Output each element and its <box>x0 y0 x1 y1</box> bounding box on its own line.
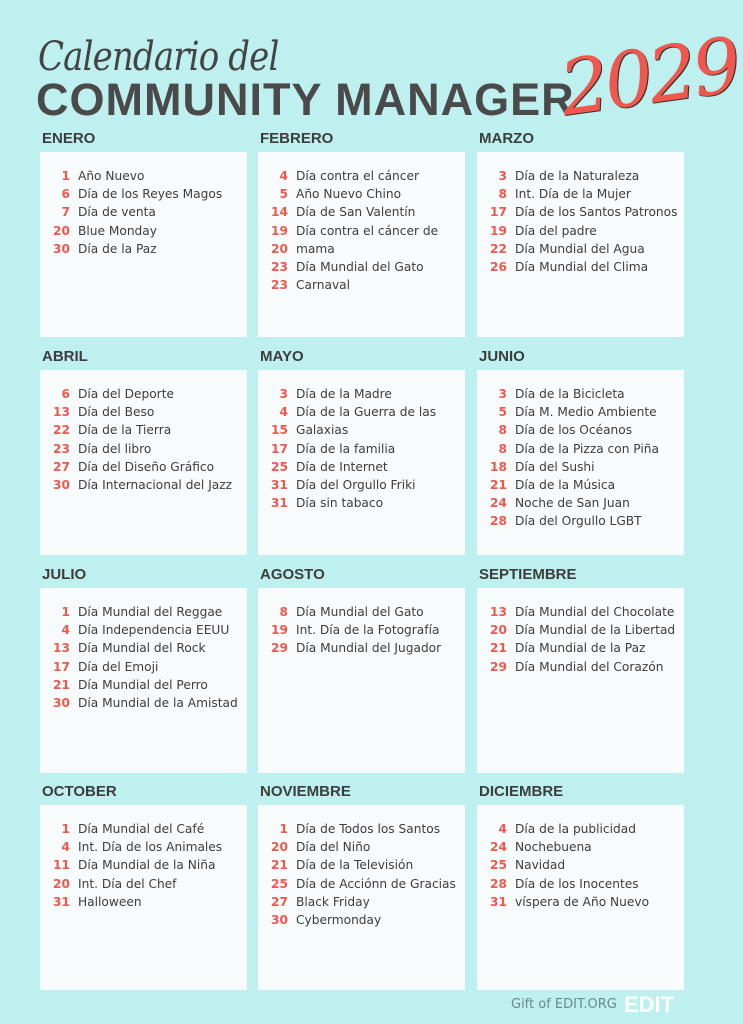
event-day: 17 <box>53 659 70 674</box>
event-item <box>266 856 461 874</box>
event-item <box>266 603 461 621</box>
event-text: Día del Sushi <box>515 459 595 474</box>
event-text: Int. Día del Chef <box>78 876 177 891</box>
event-item <box>48 440 243 458</box>
event-text: Día del Orgullo Friki <box>296 478 416 493</box>
event-text: Navidad <box>515 858 566 873</box>
event-text: Día de la Tierra <box>78 423 172 438</box>
event-day: 23 <box>271 260 288 275</box>
event-item <box>485 440 680 458</box>
event-day: 30 <box>271 913 288 928</box>
event-item <box>485 421 680 439</box>
event-text: Día M. Medio Ambiente <box>515 405 657 420</box>
event-item <box>485 820 680 838</box>
event-item <box>485 258 680 276</box>
month-name: AGOSTO <box>260 566 325 583</box>
event-text: Día contra el cáncer de <box>296 223 439 238</box>
event-day: 20 <box>490 623 507 638</box>
event-day: 1 <box>61 605 70 619</box>
event-list <box>48 820 243 911</box>
event-item <box>48 458 243 476</box>
event-item <box>485 875 680 893</box>
event-day: 8 <box>498 187 507 202</box>
event-text: mama <box>296 241 335 256</box>
event-text: Día de San Valentín <box>296 205 416 220</box>
event-day: 29 <box>490 659 507 674</box>
event-text: Día de los Inocentes <box>515 876 639 891</box>
event-item <box>485 222 680 240</box>
event-item <box>266 875 461 893</box>
month-name: FEBRERO <box>260 130 334 147</box>
event-text: Día de la Bicicleta <box>515 387 625 401</box>
event-text: Día Mundial del Reggae <box>78 605 223 619</box>
event-day: 5 <box>279 187 288 202</box>
event-list <box>485 820 680 911</box>
event-text: Día de Acciónn de Gracias <box>296 876 456 891</box>
event-day: 20 <box>271 840 288 855</box>
event-text: Carnaval <box>296 278 351 293</box>
event-item <box>48 875 243 893</box>
event-day: 22 <box>490 241 507 256</box>
event-day: 1 <box>61 822 70 836</box>
event-text: Halloween <box>78 894 142 909</box>
event-text: Día del Orgullo LGBT <box>515 514 642 529</box>
event-item <box>48 694 243 712</box>
event-item <box>266 911 461 929</box>
event-text: Noche de San Juan <box>515 496 630 511</box>
event-day: 20 <box>271 241 288 256</box>
edit-logo: EDIT <box>624 992 675 1017</box>
event-day: 13 <box>490 605 507 619</box>
event-item <box>48 893 243 911</box>
event-day: 4 <box>279 169 288 183</box>
event-text: Día Independencia EEUU <box>78 623 230 638</box>
event-item <box>48 167 243 185</box>
event-text: Día Mundial del Rock <box>78 641 206 656</box>
event-text: Día de la Televisión <box>296 858 414 873</box>
event-text: Día Internacional del Jazz <box>78 478 233 493</box>
event-day: 21 <box>53 677 70 692</box>
event-day: 28 <box>490 514 507 529</box>
event-day: 1 <box>61 169 70 183</box>
event-item <box>48 476 243 494</box>
event-item <box>266 276 461 294</box>
event-text: Día del Beso <box>78 405 155 420</box>
event-item <box>48 639 243 657</box>
event-item <box>266 403 461 421</box>
event-day: 3 <box>498 169 507 183</box>
event-text: Día Mundial del Corazón <box>515 659 664 674</box>
event-item <box>48 185 243 203</box>
event-list <box>48 167 243 258</box>
footer-credit[interactable]: Gift of EDIT.ORG <box>511 997 617 1012</box>
event-day: 1 <box>279 822 288 836</box>
event-item <box>485 167 680 185</box>
event-item <box>266 639 461 657</box>
event-day: 8 <box>498 441 507 456</box>
event-text: Día Mundial del Gato <box>296 605 424 619</box>
month-name: JULIO <box>42 566 87 583</box>
event-text: Día de la Madre <box>296 387 392 401</box>
event-item <box>266 222 461 240</box>
event-item <box>48 820 243 838</box>
event-text: Día Mundial del Clima <box>515 260 649 275</box>
event-item <box>48 621 243 639</box>
event-text: Día contra el cáncer <box>296 169 419 183</box>
event-text: Black Friday <box>296 894 370 909</box>
event-text: Día Mundial del Jugador <box>296 641 442 656</box>
event-item <box>485 621 680 639</box>
event-item <box>485 494 680 512</box>
event-text: Galaxias <box>296 423 349 438</box>
month-name: JUNIO <box>479 348 525 365</box>
event-text: Día de Todos los Santos <box>296 822 441 836</box>
event-list <box>485 167 680 276</box>
month-name: NOVIEMBRE <box>260 783 351 800</box>
event-item <box>48 240 243 258</box>
event-day: 6 <box>61 387 70 401</box>
event-text: Día Mundial del Perro <box>78 677 208 692</box>
event-item <box>266 893 461 911</box>
event-text: Día sin tabaco <box>296 496 384 511</box>
event-item <box>266 185 461 203</box>
event-text: Día de la Paz <box>78 241 157 256</box>
event-item <box>485 639 680 657</box>
event-day: 18 <box>490 459 507 474</box>
month-name: MAYO <box>260 348 304 365</box>
event-item <box>48 203 243 221</box>
event-text: Día de los Reyes Magos <box>78 187 223 202</box>
event-item <box>485 476 680 494</box>
event-day: 13 <box>53 641 70 656</box>
event-day: 6 <box>61 187 70 202</box>
event-item <box>266 167 461 185</box>
event-day: 3 <box>498 387 507 401</box>
event-day: 31 <box>490 894 507 909</box>
event-text: víspera de Año Nuevo <box>515 894 650 909</box>
month-name: ABRIL <box>42 348 88 365</box>
event-item <box>48 603 243 621</box>
event-item <box>266 440 461 458</box>
event-text: Día de los Santos Patronos <box>515 205 678 220</box>
event-list <box>266 603 461 658</box>
event-day: 24 <box>490 496 507 511</box>
event-day: 4 <box>61 840 70 855</box>
event-text: Día de Internet <box>296 459 388 474</box>
event-day: 21 <box>490 478 507 493</box>
event-text: Día Mundial de la Paz <box>515 641 646 656</box>
event-day: 23 <box>53 441 70 456</box>
event-text: Día de la Naturaleza <box>515 169 640 183</box>
event-text: Día del Deporte <box>78 387 174 401</box>
event-day: 14 <box>271 205 288 220</box>
event-item <box>48 856 243 874</box>
event-item <box>48 403 243 421</box>
page-title: COMMUNITY MANAGER <box>36 74 575 125</box>
event-list <box>266 385 461 512</box>
event-day: 26 <box>490 260 507 275</box>
event-text: Int. Día de la Mujer <box>515 187 631 202</box>
event-day: 7 <box>61 205 70 220</box>
month-name: OCTOBER <box>42 783 117 800</box>
event-item <box>48 658 243 676</box>
event-text: Día Mundial del Café <box>78 822 205 836</box>
event-item <box>485 856 680 874</box>
event-item <box>485 603 680 621</box>
event-text: Día Mundial de la Niña <box>78 858 216 873</box>
event-text: Nochebuena <box>515 840 592 855</box>
event-day: 21 <box>271 858 288 873</box>
event-day: 31 <box>271 478 288 493</box>
event-text: Día de la publicidad <box>515 822 636 836</box>
month-name: SEPTIEMBRE <box>479 566 577 583</box>
event-day: 19 <box>271 623 288 638</box>
event-day: 30 <box>53 696 70 711</box>
event-item <box>266 621 461 639</box>
event-list <box>48 603 243 712</box>
event-list <box>485 385 680 531</box>
month-name: ENERO <box>42 130 96 147</box>
event-day: 25 <box>490 858 507 873</box>
event-item <box>266 421 461 439</box>
event-day: 20 <box>53 876 70 891</box>
event-day: 27 <box>53 459 70 474</box>
event-day: 5 <box>498 405 507 420</box>
event-day: 30 <box>53 478 70 493</box>
event-day: 8 <box>498 423 507 438</box>
event-item <box>485 458 680 476</box>
event-item <box>266 203 461 221</box>
event-text: Día de los Océanos <box>515 423 633 438</box>
event-day: 19 <box>490 223 507 238</box>
event-item <box>485 403 680 421</box>
event-list <box>266 820 461 929</box>
event-item <box>266 820 461 838</box>
event-text: Día de venta <box>78 205 156 220</box>
event-day: 4 <box>61 623 70 638</box>
event-text: Día del Niño <box>296 840 371 855</box>
event-day: 11 <box>53 858 70 873</box>
event-day: 23 <box>271 278 288 293</box>
event-text: Int. Día de la Fotografía <box>296 623 440 638</box>
event-list <box>266 167 461 294</box>
event-item <box>485 385 680 403</box>
event-item <box>485 240 680 258</box>
event-item <box>266 458 461 476</box>
event-item <box>48 421 243 439</box>
event-item <box>485 658 680 676</box>
event-item <box>485 203 680 221</box>
event-item <box>48 838 243 856</box>
event-list <box>48 385 243 494</box>
event-day: 21 <box>490 641 507 656</box>
event-item <box>485 838 680 856</box>
event-text: Día Mundial del Chocolate <box>515 605 675 619</box>
event-text: Blue Monday <box>78 223 157 238</box>
event-day: 30 <box>53 241 70 256</box>
event-day: 27 <box>271 894 288 909</box>
event-text: Día de la familia <box>296 441 396 456</box>
event-text: Día Mundial de la Libertad <box>515 623 676 638</box>
event-day: 17 <box>271 441 288 456</box>
event-text: Día de la Música <box>515 478 616 493</box>
event-item <box>485 185 680 203</box>
event-day: 17 <box>490 205 507 220</box>
event-text: Día del padre <box>515 223 597 238</box>
event-item <box>266 494 461 512</box>
month-name: MARZO <box>479 130 534 147</box>
event-text: Cybermonday <box>296 913 382 928</box>
event-text: Día Mundial del Gato <box>296 260 424 275</box>
event-item <box>266 258 461 276</box>
event-item <box>485 893 680 911</box>
event-day: 13 <box>53 405 70 420</box>
event-day: 28 <box>490 876 507 891</box>
event-text: Día del Diseño Gráfico <box>78 459 215 474</box>
event-day: 4 <box>279 405 288 420</box>
event-day: 15 <box>271 423 288 438</box>
event-day: 19 <box>271 223 288 238</box>
event-text: Año Nuevo Chino <box>296 187 402 202</box>
event-text: Día Mundial de la Amistad <box>78 696 238 711</box>
event-text: Año Nuevo <box>78 169 145 183</box>
event-day: 31 <box>271 496 288 511</box>
event-item <box>266 476 461 494</box>
event-text: Día de la Pizza con Piña <box>515 441 659 456</box>
event-text: Día Mundial del Agua <box>515 241 645 256</box>
month-name: DICIEMBRE <box>479 783 564 800</box>
event-item <box>48 222 243 240</box>
event-item <box>266 240 461 258</box>
event-item <box>485 512 680 530</box>
event-day: 4 <box>498 822 507 836</box>
event-item <box>48 385 243 403</box>
event-text: Int. Día de los Animales <box>78 840 223 855</box>
event-day: 24 <box>490 840 507 855</box>
event-day: 29 <box>271 641 288 656</box>
event-item <box>266 385 461 403</box>
event-text: Día del Emoji <box>78 659 159 674</box>
event-item <box>266 838 461 856</box>
year-label: 2029 <box>554 20 743 133</box>
event-item <box>48 676 243 694</box>
event-text: Día de la Guerra de las <box>296 405 437 420</box>
event-day: 25 <box>271 876 288 891</box>
event-list <box>485 603 680 676</box>
title-script: Calendario del <box>38 34 279 80</box>
event-day: 8 <box>279 605 288 619</box>
event-day: 22 <box>53 423 70 438</box>
event-day: 20 <box>53 223 70 238</box>
event-day: 3 <box>279 387 288 401</box>
event-text: Día del libro <box>78 441 152 456</box>
event-day: 25 <box>271 459 288 474</box>
event-day: 31 <box>53 894 70 909</box>
